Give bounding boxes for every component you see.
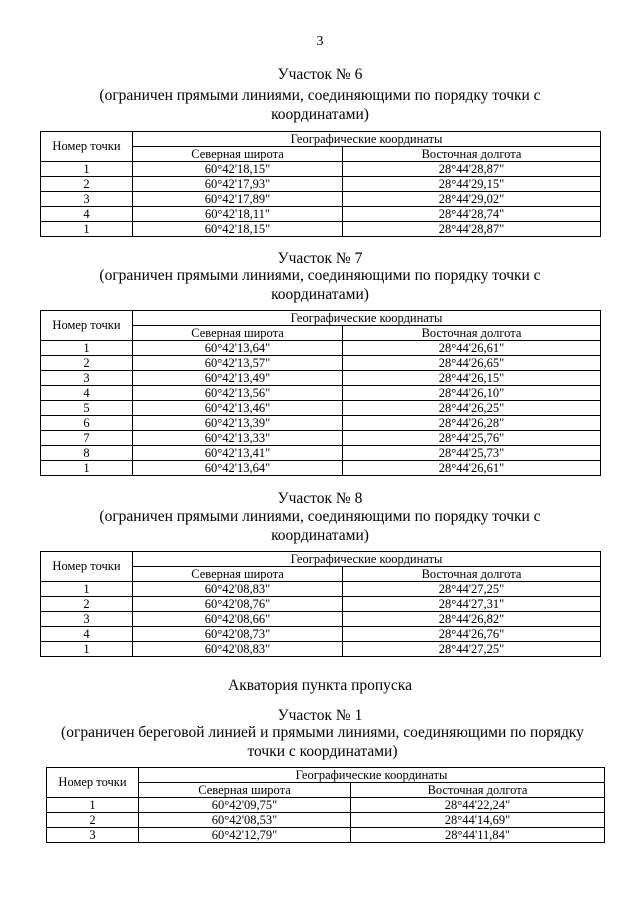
point-number-cell: 4 [41, 207, 133, 222]
latitude-cell: 60°42'13,39" [133, 416, 343, 431]
point-number-cell: 1 [41, 461, 133, 476]
point-number-cell: 1 [47, 798, 139, 813]
latitude-cell: 60°42'08,66" [133, 612, 343, 627]
header-north-latitude: Северная широта [133, 326, 343, 341]
header-east-longitude: Восточная долгота [343, 567, 601, 582]
point-number-cell: 1 [41, 222, 133, 237]
longitude-cell: 28°44'27,31" [343, 597, 601, 612]
table-row [41, 207, 601, 222]
section-subtitle: (ограничен береговой линией и прямыми линиями, соединяющими по порядку точки с координатами) [61, 724, 584, 760]
longitude-cell: 28°44'26,61" [343, 341, 601, 356]
header-point-number: Номер точки [41, 552, 133, 582]
latitude-cell: 60°42'18,15" [133, 162, 343, 177]
table-row [41, 341, 601, 356]
table-row [41, 401, 601, 416]
latitude-cell: 60°42'13,64" [133, 341, 343, 356]
point-number-cell: 2 [41, 356, 133, 371]
longitude-cell: 28°44'26,61" [343, 461, 601, 476]
table-row [41, 356, 601, 371]
point-number-cell: 5 [41, 401, 133, 416]
point-number-cell: 2 [41, 597, 133, 612]
point-number-cell: 3 [41, 371, 133, 386]
longitude-cell: 28°44'27,25" [343, 582, 601, 597]
table-row [47, 798, 605, 813]
latitude-cell: 60°42'13,57" [133, 356, 343, 371]
header-north-latitude: Северная широта [133, 567, 343, 582]
latitude-cell: 60°42'08,83" [133, 642, 343, 657]
latitude-cell: 60°42'12,79" [139, 828, 351, 843]
point-number-cell: 1 [41, 341, 133, 356]
longitude-cell: 28°44'26,10" [343, 386, 601, 401]
latitude-cell: 60°42'13,33" [133, 431, 343, 446]
aquatory-heading: Акватория пункта пропуска [228, 677, 412, 694]
section-title: Участок № 8 [277, 490, 363, 507]
longitude-cell: 28°44'28,74" [343, 207, 601, 222]
table-row [41, 177, 601, 192]
table-row [41, 582, 601, 597]
header-geo-coordinates: Географические координаты [133, 132, 601, 147]
longitude-cell: 28°44'25,73" [343, 446, 601, 461]
latitude-cell: 60°42'17,93" [133, 177, 343, 192]
latitude-cell: 60°42'18,15" [133, 222, 343, 237]
table-row [41, 416, 601, 431]
longitude-cell: 28°44'29,02" [343, 192, 601, 207]
header-north-latitude: Северная широта [139, 783, 351, 798]
longitude-cell: 28°44'26,25" [343, 401, 601, 416]
page-number: 3 [316, 34, 324, 49]
header-point-number: Номер точки [47, 768, 139, 798]
table-row [41, 461, 601, 476]
table-row [41, 612, 601, 627]
latitude-cell: 60°42'13,56" [133, 386, 343, 401]
longitude-cell: 28°44'26,76" [343, 627, 601, 642]
table-row [41, 192, 601, 207]
longitude-cell: 28°44'11,84" [351, 828, 605, 843]
point-number-cell: 1 [41, 162, 133, 177]
table-row [41, 386, 601, 401]
point-number-cell: 1 [41, 582, 133, 597]
section-subtitle: (ограничен прямыми линиями, соединяющими по порядку точки с координатами) [99, 508, 541, 544]
point-number-cell: 3 [41, 192, 133, 207]
latitude-cell: 60°42'08,76" [133, 597, 343, 612]
point-number-cell: 4 [41, 627, 133, 642]
latitude-cell: 60°42'08,83" [133, 582, 343, 597]
longitude-cell: 28°44'25,76" [343, 431, 601, 446]
point-number-cell: 6 [41, 416, 133, 431]
header-east-longitude: Восточная долгота [351, 783, 605, 798]
table-row [41, 627, 601, 642]
longitude-cell: 28°44'28,87" [343, 222, 601, 237]
header-geo-coordinates: Географические координаты [139, 768, 605, 783]
latitude-cell: 60°42'13,64" [133, 461, 343, 476]
point-number-cell: 3 [47, 828, 139, 843]
longitude-cell: 28°44'28,87" [343, 162, 601, 177]
table-row [41, 222, 601, 237]
longitude-cell: 28°44'26,28" [343, 416, 601, 431]
coordinates-table [40, 310, 601, 476]
header-point-number: Номер точки [41, 132, 133, 162]
table-row [47, 813, 605, 828]
table-row [41, 446, 601, 461]
longitude-cell: 28°44'14,69" [351, 813, 605, 828]
latitude-cell: 60°42'17,89" [133, 192, 343, 207]
longitude-cell: 28°44'27,25" [343, 642, 601, 657]
header-geo-coordinates: Географические координаты [133, 552, 601, 567]
longitude-cell: 28°44'29,15" [343, 177, 601, 192]
latitude-cell: 60°42'13,41" [133, 446, 343, 461]
table-row [41, 642, 601, 657]
point-number-cell: 1 [41, 642, 133, 657]
point-number-cell: 7 [41, 431, 133, 446]
section-title: Участок № 7 [277, 250, 363, 267]
coordinates-table [46, 767, 605, 843]
table-row [41, 597, 601, 612]
section-subtitle: (ограничен прямыми линиями, соединяющими по порядку точки с координатами) [99, 267, 541, 303]
latitude-cell: 60°42'09,75" [139, 798, 351, 813]
coordinates-table [40, 131, 601, 237]
section-title: Участок № 1 [277, 707, 363, 724]
longitude-cell: 28°44'26,82" [343, 612, 601, 627]
header-east-longitude: Восточная долгота [343, 147, 601, 162]
header-east-longitude: Восточная долгота [343, 326, 601, 341]
point-number-cell: 2 [41, 177, 133, 192]
point-number-cell: 8 [41, 446, 133, 461]
section-subtitle: (ограничен прямыми линиями, соединяющими по порядку точки с координатами) [99, 87, 541, 123]
latitude-cell: 60°42'13,49" [133, 371, 343, 386]
latitude-cell: 60°42'08,73" [133, 627, 343, 642]
coordinates-table [40, 551, 601, 657]
longitude-cell: 28°44'22,24" [351, 798, 605, 813]
section-title: Участок № 6 [277, 66, 363, 83]
latitude-cell: 60°42'13,46" [133, 401, 343, 416]
latitude-cell: 60°42'18,11" [133, 207, 343, 222]
latitude-cell: 60°42'08,53" [139, 813, 351, 828]
point-number-cell: 2 [47, 813, 139, 828]
header-geo-coordinates: Географические координаты [133, 311, 601, 326]
header-north-latitude: Северная широта [133, 147, 343, 162]
point-number-cell: 3 [41, 612, 133, 627]
table-row [41, 371, 601, 386]
table-row [41, 431, 601, 446]
longitude-cell: 28°44'26,65" [343, 356, 601, 371]
table-row [41, 162, 601, 177]
point-number-cell: 4 [41, 386, 133, 401]
longitude-cell: 28°44'26,15" [343, 371, 601, 386]
header-point-number: Номер точки [41, 311, 133, 341]
table-row [47, 828, 605, 843]
